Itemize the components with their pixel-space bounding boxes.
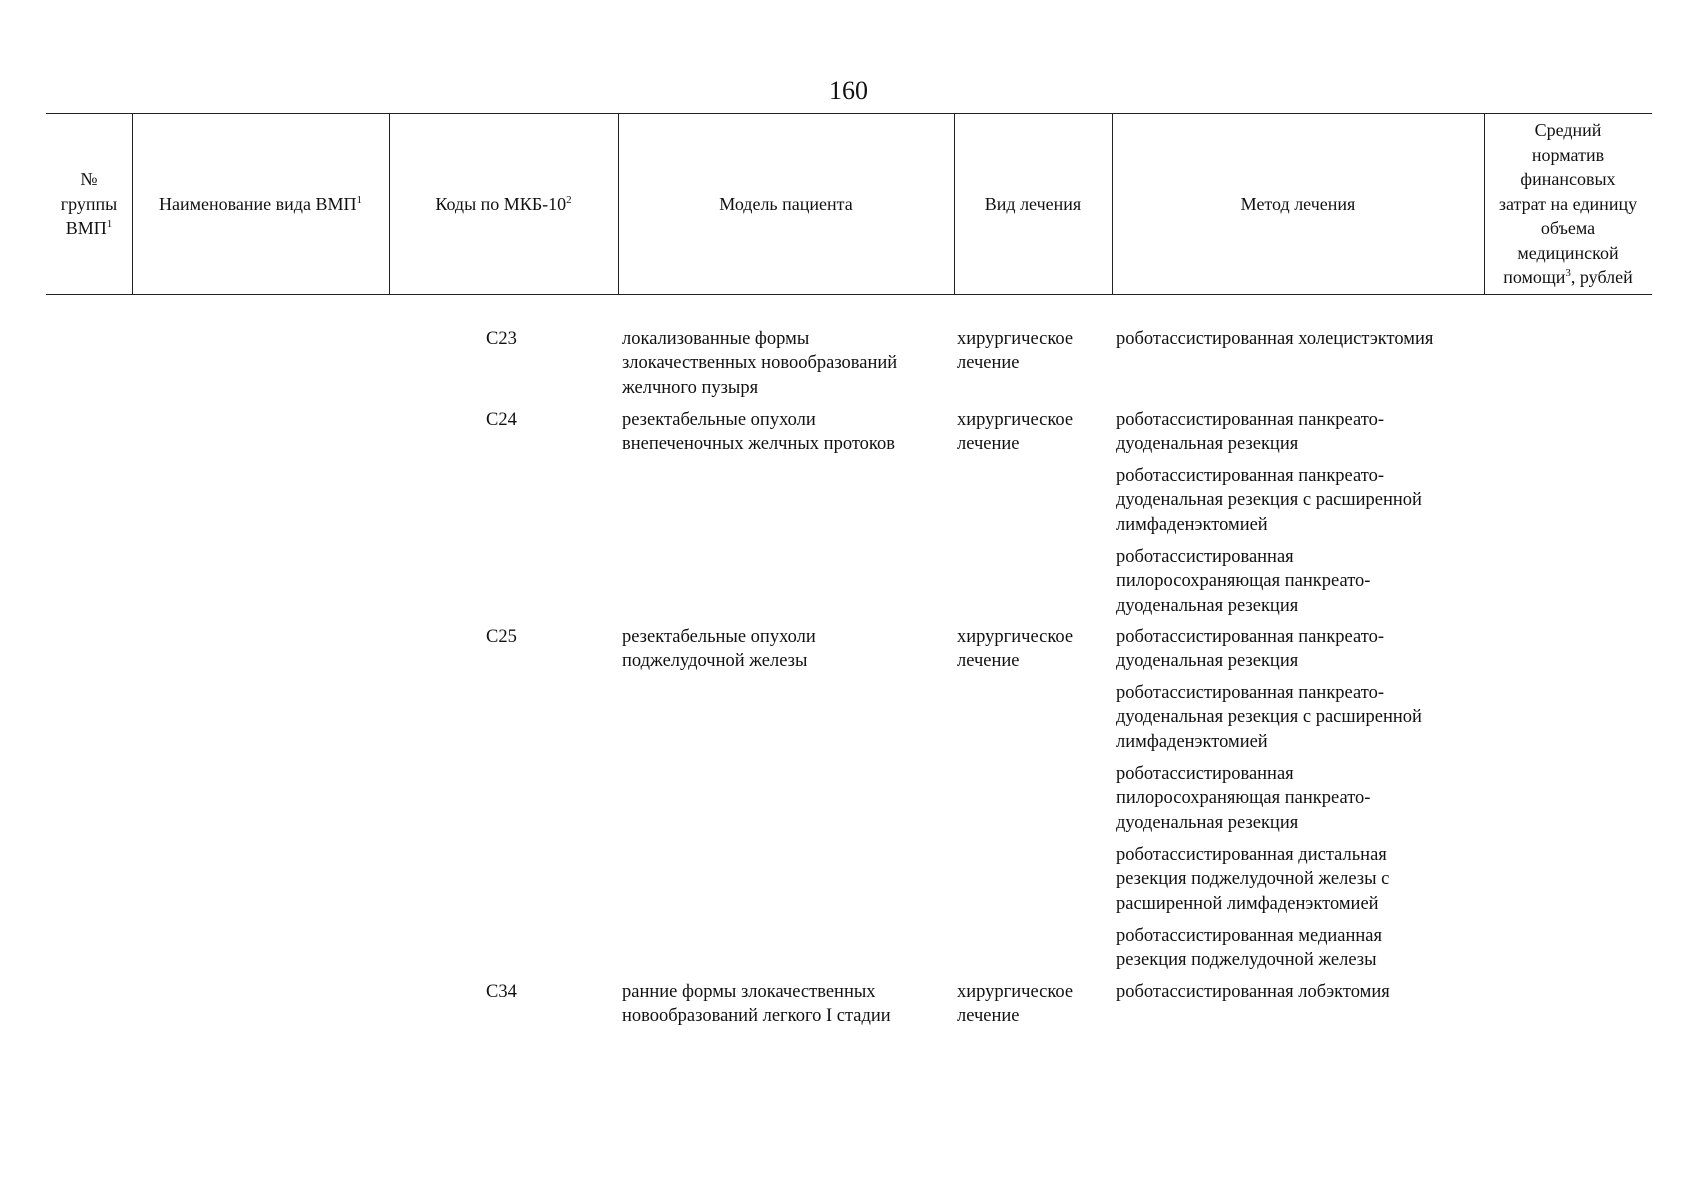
footnote-marker: 2	[566, 193, 572, 206]
icd-code: C23	[486, 329, 517, 349]
patient-model: ранние формы злокачественных новообразований легкого I стадии	[622, 982, 891, 1027]
patient-model: резектабельные опухоли поджелудочной железы	[622, 627, 816, 672]
header-treatment-method-label: Метод лечения	[1240, 193, 1356, 214]
header-treatment-method	[1112, 114, 1484, 294]
icd-code: C24	[486, 410, 517, 430]
patient-model: резектабельные опухоли внепеченочных желчных протоков	[622, 410, 895, 455]
icd-code: C34	[486, 982, 517, 1002]
header-icd-codes	[389, 114, 618, 294]
treatment-method: роботассистированная панкреато- дуоденальная резекция	[1116, 410, 1384, 455]
page-number: 160	[829, 76, 868, 105]
treatment-method: роботассистированная медианная резекция поджелудочной железы	[1116, 926, 1383, 971]
treatment-type: хирургическое лечение	[957, 329, 1074, 374]
header-group-number-label: № группы ВМП	[60, 169, 118, 239]
header-icd-codes-label: Коды по МКБ-10	[435, 193, 567, 214]
header-patient-model	[618, 114, 954, 294]
header-patient-model-label: Модель пациента	[719, 193, 853, 214]
footnote-marker: 3	[1565, 267, 1571, 280]
treatment-method: роботассистированная панкреато- дуоденальная резекция с расширенной лимфаденэктомией	[1116, 683, 1422, 752]
treatment-method: роботассистированная лобэктомия	[1116, 982, 1390, 1002]
header-average-cost-unit: , рублей	[1570, 267, 1633, 288]
treatment-method: роботассистированная холецистэктомия	[1116, 329, 1434, 349]
footnote-marker: 1	[106, 218, 113, 231]
icd-code: C25	[486, 627, 517, 647]
treatment-method: роботассистированная панкреато- дуоденальная резекция	[1116, 627, 1384, 672]
header-average-cost-label: Средний норматив финансовых затрат на единицу объема медицинской помощи	[1498, 120, 1638, 288]
header-vmp-name-label: Наименование вида ВМП	[159, 193, 357, 214]
header-treatment-type-label: Вид лечения	[984, 193, 1082, 214]
header-group-number	[46, 114, 132, 294]
treatment-method: роботассистированная пилоросохраняющая панкреато- дуоденальная резекция	[1116, 764, 1371, 833]
treatment-method: роботассистированная пилоросохраняющая панкреато- дуоденальная резекция	[1116, 547, 1371, 616]
header-treatment-type	[954, 114, 1112, 294]
treatment-method: роботассистированная дистальная резекция поджелудочной железы с расширенной лимфаденэктомией	[1116, 845, 1390, 914]
treatment-type: хирургическое лечение	[957, 982, 1074, 1027]
header-vmp-name	[132, 114, 389, 294]
treatment-type: хирургическое лечение	[957, 410, 1074, 455]
treatment-method: роботассистированная панкреато- дуоденальная резекция с расширенной лимфаденэктомией	[1116, 466, 1422, 535]
footnote-marker: 1	[356, 193, 362, 206]
table-header	[46, 113, 1652, 295]
header-average-cost	[1484, 114, 1652, 294]
treatment-type: хирургическое лечение	[957, 627, 1074, 672]
patient-model: локализованные формы злокачественных новообразований желчного пузыря	[622, 329, 898, 398]
